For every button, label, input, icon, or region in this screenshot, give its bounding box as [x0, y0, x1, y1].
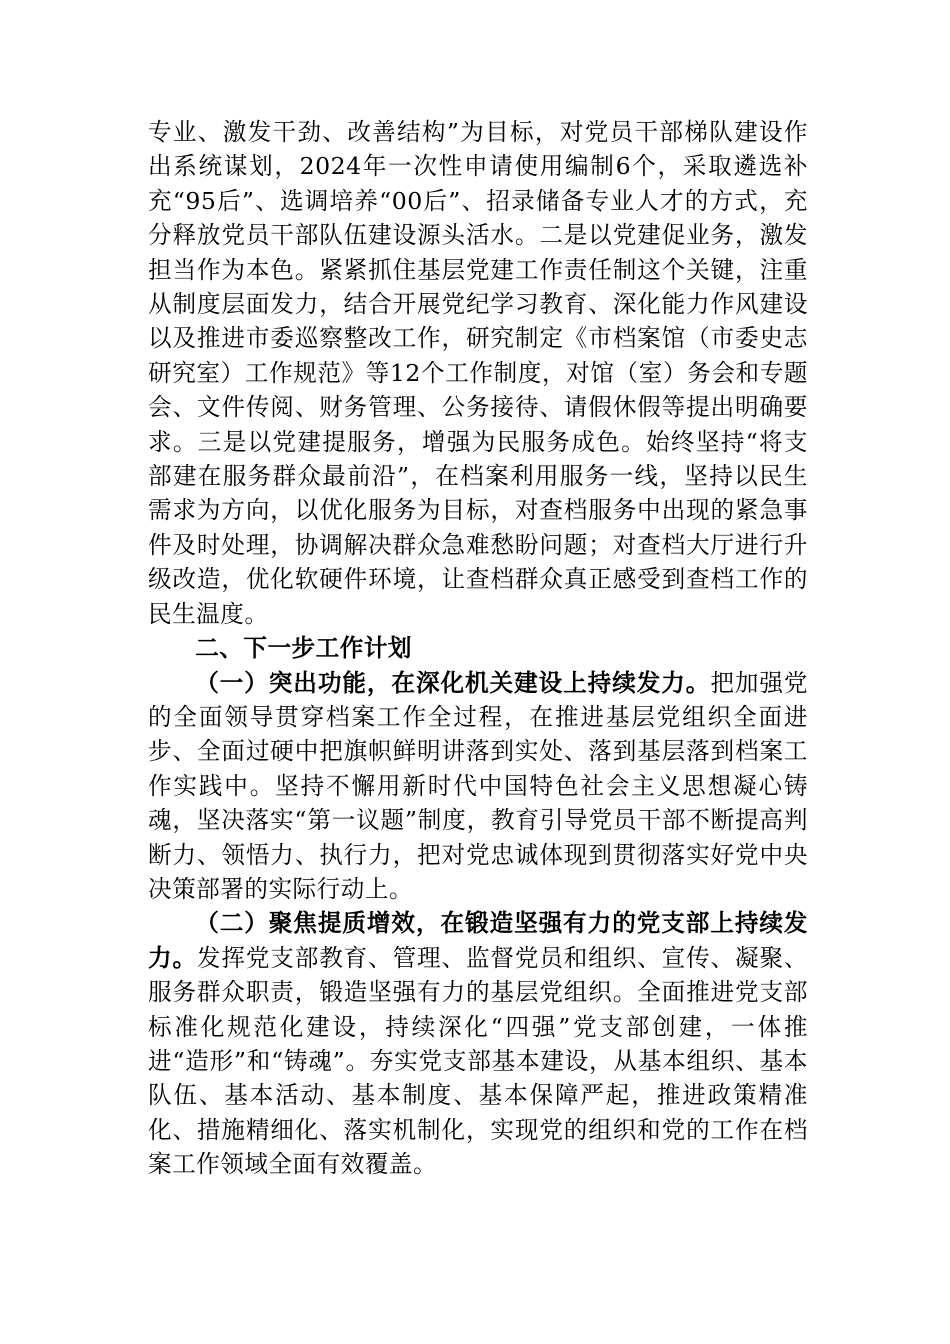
- document-page: [148, 115, 808, 1182]
- paragraph-continuation: 专业、激发干劲、改善结构”为目标，对党员干部梯队建设作出系统谋划，2024年一次性申请使用编制6个，采取遴选补充“95后”、选调培养“00后”、招录储备专业人才的方式，充分释放党员干部队伍建设源头活水。二是以党建促业务，激发担当作为本色。紧紧抓住基层党建工作责任制这个关键，注重从制度层面发力，结合开展党纪学习教育、深化能力作风建设以及推进市委巡察整改工作，研究制定《市档案馆（市委史志研究室）工作规范》等12个工作制度，对馆（室）务会和专题会、文件传阅、财务管理、公务接待、请假休假等提出明确要求。三是以党建提服务，增强为民服务成色。始终坚持“将支部建在服务群众最前沿”，在档案利用服务一线，坚持以民生需求为方向，以优化服务为目标，对查档服务中出现的紧急事件及时处理，协调解决群众急难愁盼问题；对查档大厅进行升级改造，优化软硬件环境，让查档群众真正感受到查档工作的民生温度。: [148, 118, 808, 628]
- plan-item-1-lead: （一）突出功能，在深化机关建设上持续发力。: [195, 668, 711, 697]
- plan-item-2-body: 发挥党支部教育、管理、监督党员和组织、宣传、凝聚、服务群众职责，锻造坚强有力的基层党组织。全面推进党支部标准化规范化建设，持续深化“四强”党支部创建，一体推进“造形”和“铸魂”。夯实党支部基本建设，从基本组织、基本队伍、基本活动、基本制度、基本保障严起，推进政策精准化、措施精细化、落实机制化，实现党的组织和党的工作在档案工作领域全面有效覆盖。: [148, 943, 809, 1179]
- plan-item-1: [148, 666, 808, 907]
- plan-item-2-lead: （二）聚焦提质增效，在锻造坚强有力的党支部上持续发力。: [148, 909, 808, 972]
- plan-item-2: [148, 906, 808, 1181]
- section-heading: 二、下一步工作计划: [195, 634, 413, 663]
- plan-item-1-body: 把加强党的全面领导贯穿档案工作全过程，在推进基层党组织全面进步、全面过硬中把旗帜鲜明讲落到实处、落到基层落到档案工作实践中。坚持不懈用新时代中国特色社会主义思想凝心铸魂，坚决落实“第一议题”制度，教育引导党员干部不断提高判断力、领悟力、执行力，把对党忠诚体现到贯彻落实好党中央决策部署的实际行动上。: [148, 668, 809, 903]
